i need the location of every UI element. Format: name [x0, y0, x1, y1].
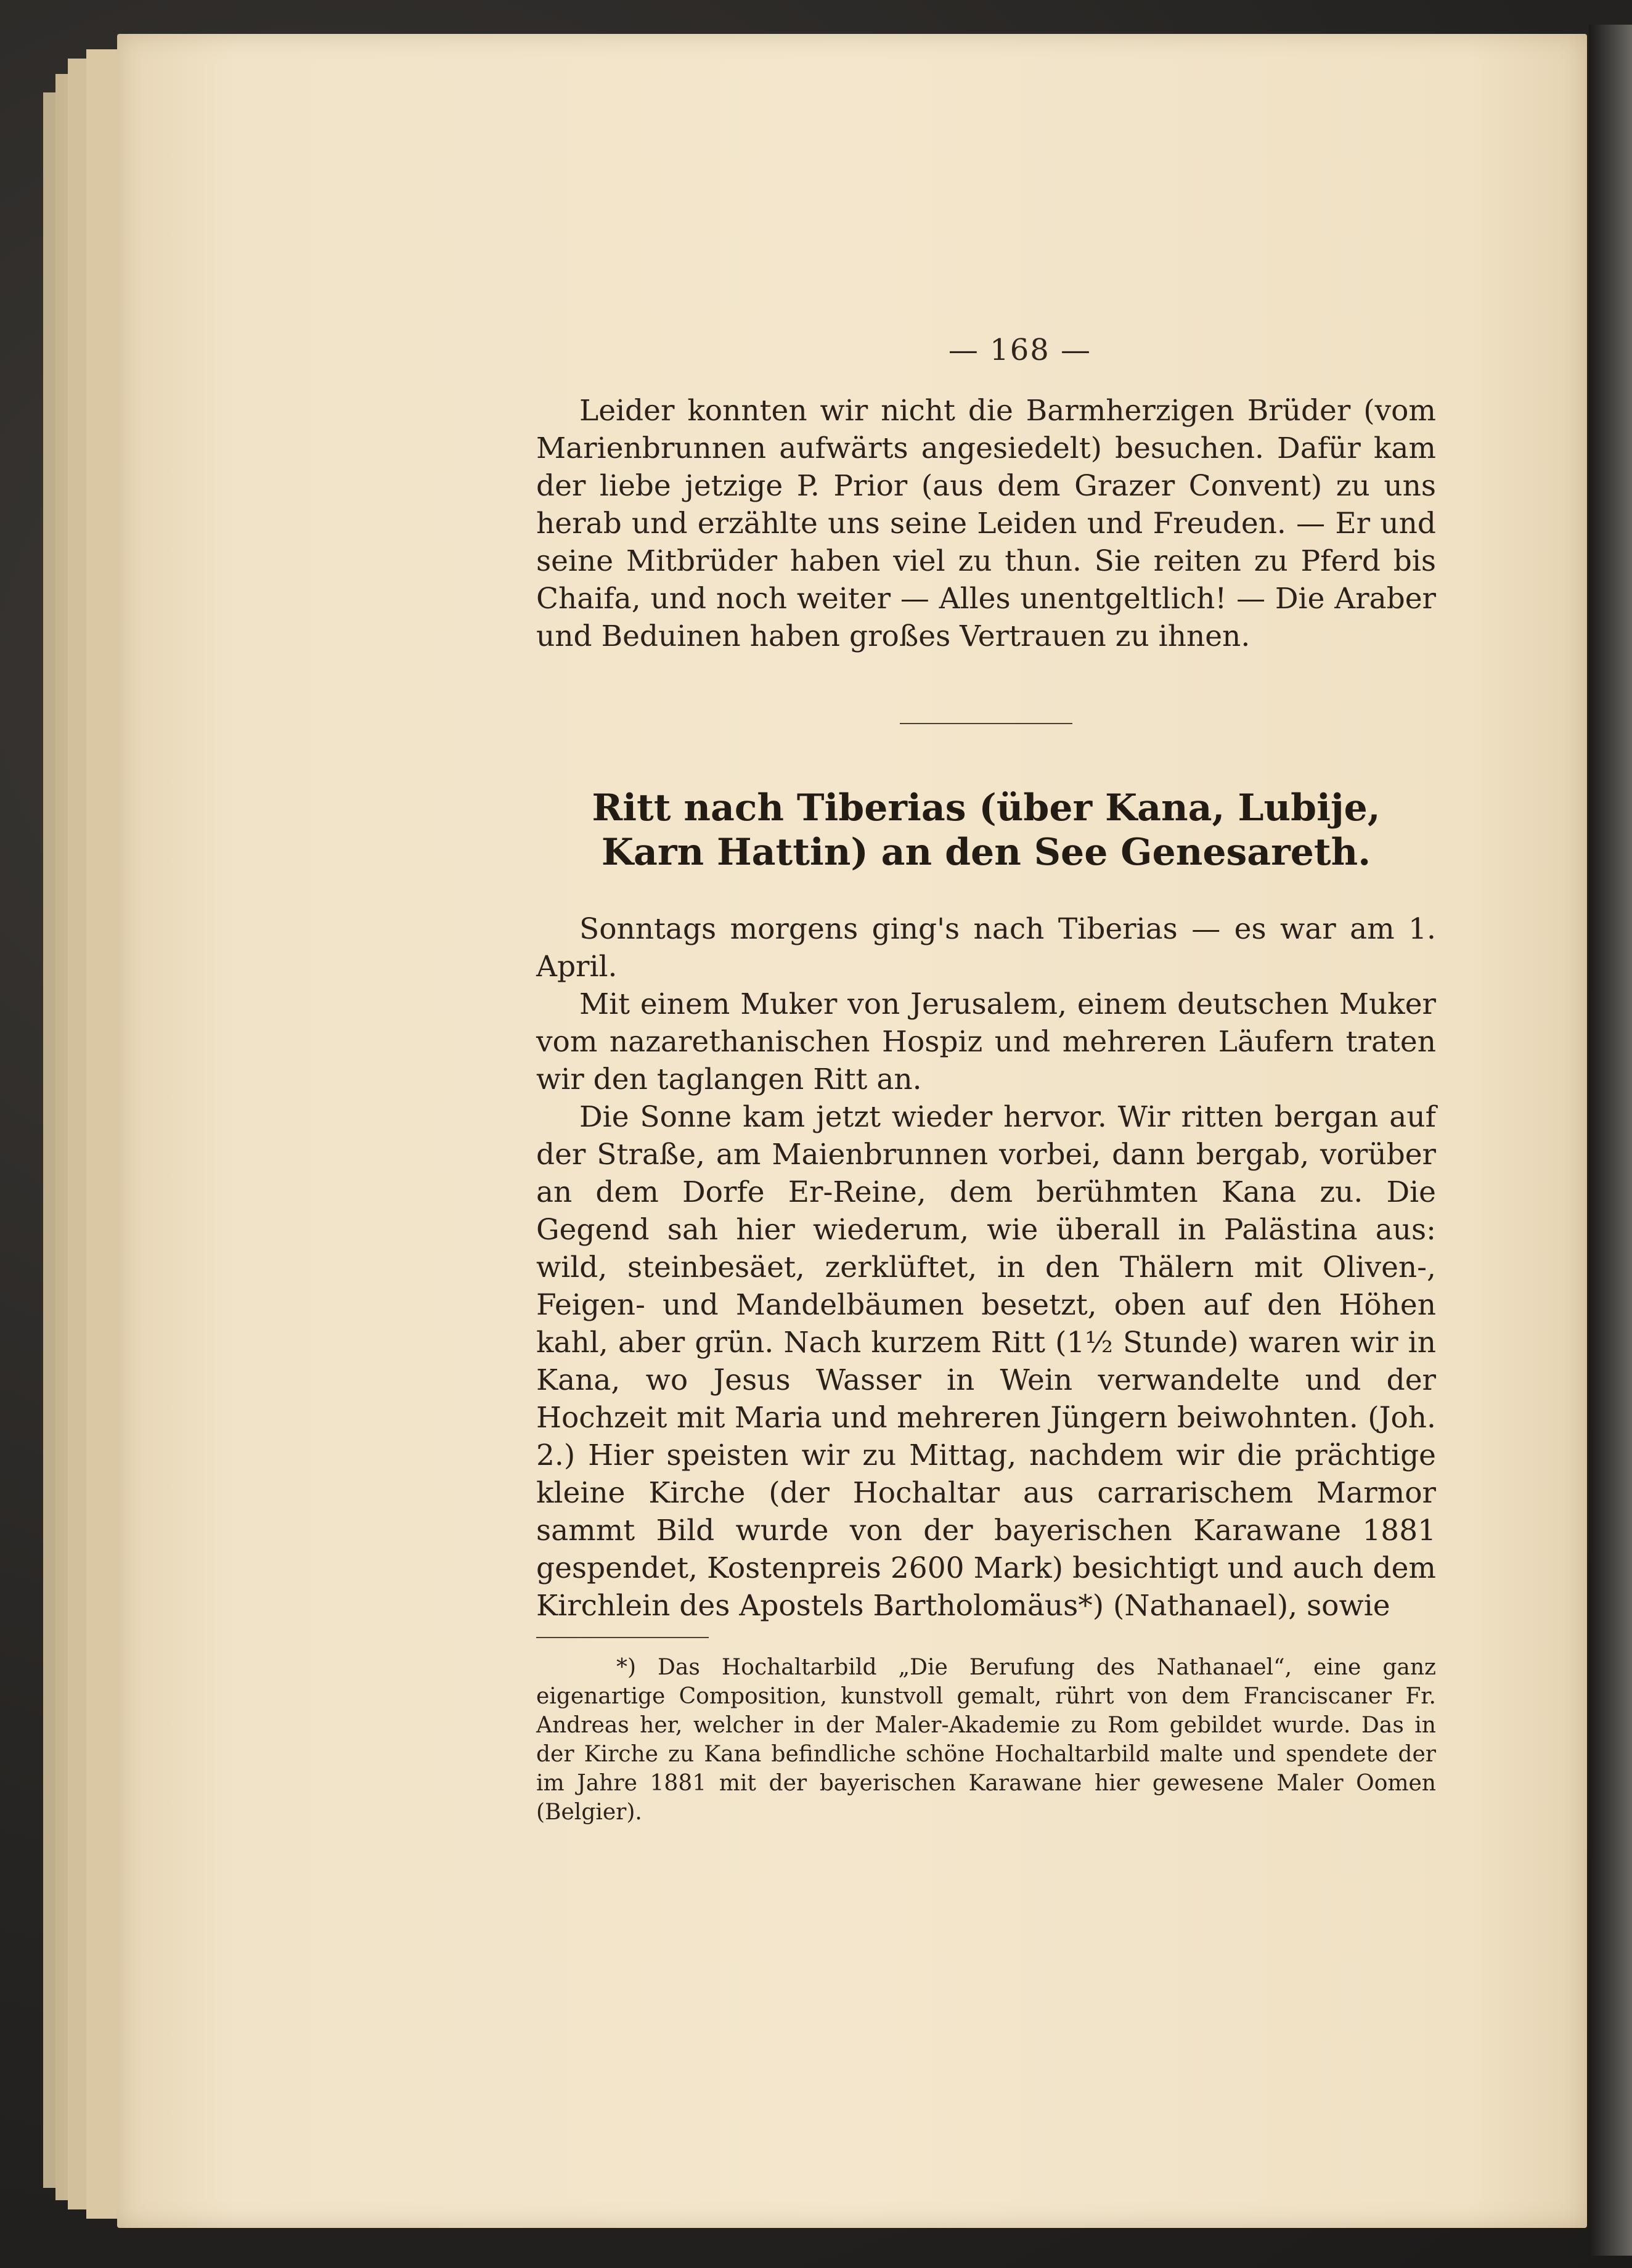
footnote: *) Das Hochaltarbild „Die Berufung des Nathanael“, eine ganz eigenartige Composition, kunstvoll gemalt, rührt von dem Franciscaner Fr. Andreas her, welcher in der Maler-Akademie zu Rom gebildet wurde. Das in der Kirche zu Kana befindliche schöne Hochaltarbild malte und spendete der im Jahre 1881 mit der bayerischen Karawane hier gewesene Maler Oomen (Belgier). [536, 1655, 1436, 1825]
section-divider [900, 723, 1072, 724]
page-content [536, 333, 1436, 1827]
book-spine-edge [1589, 25, 1632, 2256]
paragraph-journey: Die Sonne kam jetzt wieder hervor. Wir ritten bergan auf der Straße, am Maienbrunnen vorbei, dann bergab, vorüber an dem Dorfe Er-Reine, dem berühmten Kana zu. Die Gegend sah hier wiederum, wie überall in Palästina aus: wild, steinbesäet, zerklüftet, in den Thälern mit Oliven-, Feigen- und Mandelbäumen besetzt, oben auf den Höhen kahl, aber grün. Nach kurzem Ritt (1½ Stunde) waren wir in Kana, wo Jesus Wasser in Wein verwandelte und der Hochzeit mit Maria und mehreren Jüngern beiwohnten. (Joh. 2.) Hier speisten wir zu Mittag, nachdem wir die prächtige kleine Kirche (der Hochaltar aus carrarischem Marmor sammt Bild wurde von der bayerischen Karawane 1881 gespendet, Kostenpreis 2600 Mark) besichtigt und auch dem Kirchlein des Apostels Bartholomäus*) (Nathanael), sowie [536, 1100, 1436, 1623]
paragraph-departure: Mit einem Muker von Jerusalem, einem deutschen Muker vom nazarethanischen Hospiz und mehreren Läufern traten wir den taglangen Ritt an. [536, 987, 1436, 1096]
section-heading: Ritt nach Tiberias (über Kana, Lubije, Karn Hattin) an den See Genesareth. [592, 786, 1381, 874]
footnote-rule [536, 1637, 709, 1638]
paragraph-date: Sonntags morgens ging's nach Tiberias — es war am 1. April. [536, 912, 1436, 984]
intro-paragraph: Leider konnten wir nicht die Barmherzigen Brüder (vom Marienbrunnen aufwärts angesiedelt) besuchen. Dafür kam der liebe jetzige P. Prior (aus dem Grazer Convent) zu uns herab und erzählte uns seine Leiden und Freuden. — Er und seine Mitbrüder haben viel zu thun. Sie reiten zu Pferd bis Chaifa, und noch weiter — Alles unentgeltlich! — Die Araber und Beduinen haben großes Vertrauen zu ihnen. [536, 394, 1436, 653]
page-number: — 168 — [948, 333, 1092, 367]
